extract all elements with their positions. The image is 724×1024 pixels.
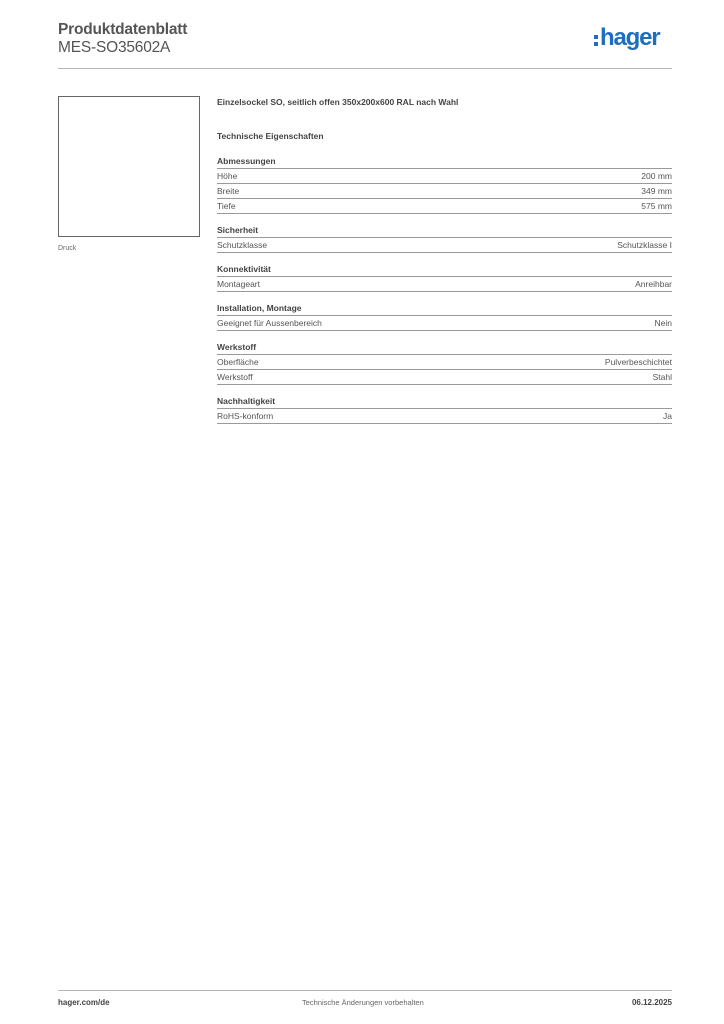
section-title: Abmessungen <box>217 155 672 169</box>
footer-website-link[interactable]: hager.com/de <box>58 998 110 1007</box>
property-label: Werkstoff <box>217 372 253 382</box>
product-details <box>217 96 672 434</box>
footer-notice: Technische Änderungen vorbehalten <box>302 998 424 1007</box>
image-caption: Druck <box>58 245 77 252</box>
property-label: Montageart <box>217 279 260 289</box>
property-section <box>217 395 672 424</box>
product-number: MES-SO35602A <box>58 39 171 56</box>
property-label: Höhe <box>217 171 238 181</box>
section-title: Sicherheit <box>217 224 672 238</box>
property-value: Ja <box>663 411 672 421</box>
property-label: Oberfläche <box>217 357 259 367</box>
property-value: Pulverbeschichtet <box>604 357 672 367</box>
property-row <box>217 199 672 214</box>
property-value: Schutzklasse I <box>617 240 672 250</box>
footer-date: 06.12.2025 <box>631 998 672 1007</box>
property-section <box>217 341 672 385</box>
property-row <box>217 355 672 370</box>
product-image-placeholder <box>58 96 200 237</box>
property-value: Stahl <box>652 372 672 382</box>
property-label: Schutzklasse <box>217 240 268 250</box>
property-label: Tiefe <box>217 201 236 211</box>
property-row <box>217 370 672 385</box>
property-label: Breite <box>217 186 240 196</box>
product-description: Einzelsockel SO, seitlich offen 350x200x600 RAL nach Wahl <box>217 97 459 107</box>
logo-colon-icon <box>594 35 598 46</box>
section-title: Nachhaltigkeit <box>217 395 672 409</box>
property-value: Anreihbar <box>635 279 672 289</box>
technical-properties-heading: Technische Eigenschaften <box>217 131 324 141</box>
property-label: RoHS-konform <box>217 411 274 421</box>
property-value: Nein <box>654 318 672 328</box>
property-row <box>217 238 672 253</box>
property-value: 575 mm <box>641 201 672 211</box>
page-title: Produktdatenblatt <box>58 21 188 38</box>
hager-logo <box>594 26 659 58</box>
section-title: Werkstoff <box>217 341 672 355</box>
property-row <box>217 316 672 331</box>
property-value: 200 mm <box>641 171 672 181</box>
property-row <box>217 409 672 424</box>
property-value: 349 mm <box>641 186 672 196</box>
property-section <box>217 302 672 331</box>
footer-divider <box>58 990 672 991</box>
property-section <box>217 155 672 214</box>
property-row <box>217 169 672 184</box>
section-title: Konnektivität <box>217 263 672 277</box>
property-row <box>217 277 672 292</box>
properties-sections <box>217 155 672 424</box>
property-section <box>217 263 672 292</box>
header-divider <box>58 68 672 69</box>
section-title: Installation, Montage <box>217 302 672 316</box>
property-row <box>217 184 672 199</box>
property-label: Geeignet für Aussenbereich <box>217 318 322 328</box>
property-section <box>217 224 672 253</box>
logo-text: hager <box>600 24 660 51</box>
